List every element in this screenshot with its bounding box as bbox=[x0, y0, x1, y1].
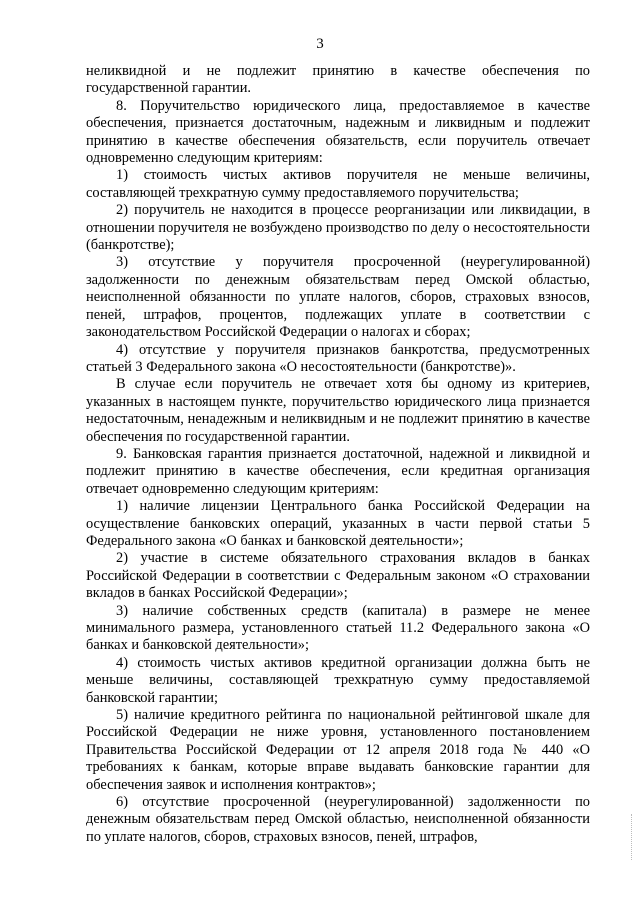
page-number: 3 bbox=[316, 36, 324, 52]
paragraph-clause-9-item-3: 3) наличие собственных средств (капитала) в размере не менее минимального размера, установленного статьей 11.2 Федерального закона «О банках и банковской деятельности»; bbox=[86, 602, 590, 654]
paragraph-clause-9-item-6: 6) отсутствие просроченной (неурегулированной) задолженности по денежным обязательствам перед Омской областью, неисполненной обязанности по уплате налогов, сборов, страховых взносов, пеней, штрафов, bbox=[86, 794, 590, 845]
document-body bbox=[86, 63, 590, 846]
paragraph-clause-9-item-1: 1) наличие лицензии Центрального банка Российской Федерации на осуществление банковских операций, указанных в части первой статьи 5 Федерального закона «О банках и банковской деятельности»; bbox=[86, 498, 590, 549]
paragraph-clause-8-item-1: 1) стоимость чистых активов поручителя не меньше величины, составляющей трехкратную сумму предоставляемого поручительства; bbox=[86, 167, 590, 201]
paragraph-clause-8-item-2: 2) поручитель не находится в процессе реорганизации или ликвидации, в отношении поручителя не возбуждено производство по делу о несостоятельности (банкротстве); bbox=[86, 202, 590, 254]
paragraph-continuation: неликвидной и не подлежит принятию в качестве обеспечения по государственной гарантии. bbox=[86, 63, 590, 97]
paragraph-clause-8-item-4: 4) отсутствие у поручителя признаков банкротства, предусмотренных статьей 3 Федерального закона «О несостоятельности (банкротстве)». bbox=[86, 341, 590, 375]
paragraph-clause-9-item-4: 4) стоимость чистых активов кредитной организации должна быть не меньше величины, составляющей трехкратную сумму предоставляемой банковской гарантии; bbox=[86, 654, 590, 706]
paragraph-clause-9-item-5: 5) наличие кредитного рейтинга по национальной рейтинговой шкале для Российской Федерации не ниже уровня, установленного постановлением Правительства Российской Федерации от 12 апреля 2018 года № 440 «О требованиях к банкам, которые вправе выдавать банковские гарантии для обеспечения заявок и исполнения контрактов»; bbox=[86, 707, 590, 793]
paragraph-clause-8-item-3: 3) отсутствие у поручителя просроченной (неурегулированной) задолженности по денежным обязательствам перед Омской областью, неисполненной обязанности по уплате налогов, сборов, страховых взносов, пеней, штрафов, процентов, подлежащих уплате в соответствии с законодательством Российской Федерации о налогах и сборах; bbox=[86, 254, 590, 341]
paragraph-clause-8: 8. Поручительство юридического лица, предоставляемое в качестве обеспечения, признается достаточным, надежным и ликвидным и подлежит принятию в качестве обеспечения обязательств, если поручитель отвечает одновременно следующим критериям: bbox=[86, 97, 590, 167]
paragraph-clause-8-note: В случае если поручитель не отвечает хотя бы одному из критериев, указанных в настоящем пункте, поручительство юридического лица признается недостаточным, ненадежным и неликвидным и не подлежит принятию в качестве обеспечения по государственной гарантии. bbox=[86, 376, 590, 445]
margin-scan-mark bbox=[631, 814, 634, 860]
paragraph-clause-9: 9. Банковская гарантия признается достаточной, надежной и ликвидной и подлежит принятию в качестве обеспечения, если кредитная организация отвечает одновременно следующим критериям: bbox=[86, 445, 590, 497]
paragraph-clause-9-item-2: 2) участие в системе обязательного страхования вкладов в банках Российской Федерации в соответствии с Федеральным законом «О страховании вкладов в банках Российской Федерации»; bbox=[86, 550, 590, 602]
